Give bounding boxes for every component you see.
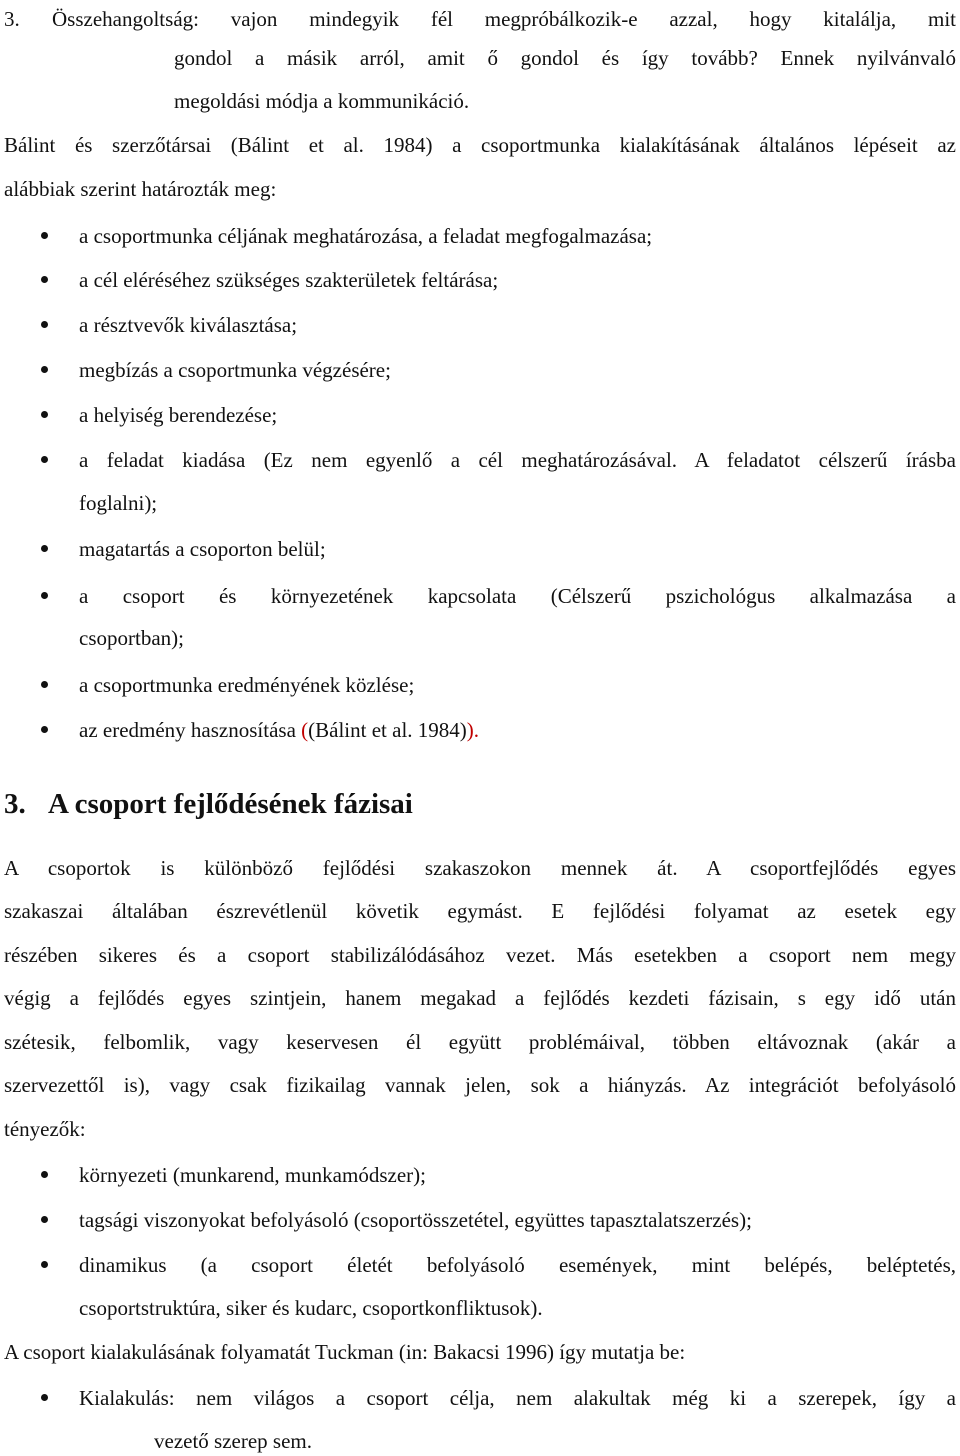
list-item: a csoportmunka céljának meghatározása, a feladat megfogalmazása; bbox=[79, 224, 653, 248]
bullet-icon bbox=[41, 545, 48, 552]
list-item: megbízás a csoportmunka végzésére; bbox=[79, 358, 391, 382]
intro-item-line-3: megoldási módja a kommunikáció. bbox=[174, 89, 470, 113]
list-item: a csoportmunka eredményének közlése; bbox=[79, 673, 415, 697]
section-heading bbox=[4, 784, 413, 824]
list-item: Kialakulás: nem világos a csoport célja, nem alakultak még ki a szerepek, így a bbox=[79, 1386, 956, 1410]
list-item-continuation: vezető szerep sem. bbox=[154, 1429, 313, 1453]
paragraph-2-line: A csoportok is különböző fejlődési szakaszokon mennek át. A csoportfejlődés egyes bbox=[4, 856, 956, 880]
list-item: dinamikus (a csoport életét befolyásoló események, mint belépés, beléptetés, bbox=[79, 1253, 956, 1277]
bullet-icon bbox=[41, 592, 48, 599]
section-title: A csoport fejlődésének fázisai bbox=[48, 788, 413, 820]
paragraph-2-line: tényezők: bbox=[4, 1117, 86, 1141]
bullet-icon bbox=[41, 456, 48, 463]
bullet-icon bbox=[41, 726, 48, 733]
bullet-icon bbox=[41, 1171, 48, 1178]
section-number: 3. bbox=[4, 788, 26, 820]
list-item: a helyiség berendezése; bbox=[79, 403, 278, 427]
intro-item-line-1: Összehangoltság: vajon mindegyik fél megpróbálkozik-e azzal, hogy kitalálja, mit bbox=[52, 7, 956, 31]
paragraph-1-line-1: Bálint és szerzőtársai (Bálint et al. 1984) a csoportmunka kialakításának általános lépéseit az bbox=[4, 133, 956, 157]
bullet-icon bbox=[41, 321, 48, 328]
intro-item-line-2: gondol a másik arról, amit ő gondol és így tovább? Ennek nyilvánvaló bbox=[174, 46, 956, 70]
list-item: a résztvevők kiválasztása; bbox=[79, 313, 298, 337]
bullet-icon bbox=[41, 1216, 48, 1223]
paragraph-2-line: végig a fejlődés egyes szintjein, hanem megakad a fejlődés kezdeti fázisain, s egy idő után bbox=[4, 986, 956, 1010]
list-item: környezeti (munkarend, munkamódszer); bbox=[79, 1163, 426, 1187]
bullet-icon bbox=[41, 1394, 48, 1401]
paragraph-2-line: részében sikeres és a csoport stabilizálódásához vezet. Más esetekben a csoport nem megy bbox=[4, 943, 956, 967]
list-item: magatartás a csoporton belül; bbox=[79, 537, 326, 561]
list-item: a feladat kiadása (Ez nem egyenlő a cél meghatározásával. A feladatot célszerű írásba bbox=[79, 448, 956, 472]
paragraph-2-line: szervezettől is), vagy csak fizikailag vannak jelen, sok a hiányzás. Az integrációt befolyásoló bbox=[4, 1073, 956, 1097]
paragraph-2-line: szétesik, felbomlik, vagy keservesen él együtt problémáival, többen eltávoznak (akár a bbox=[4, 1030, 956, 1054]
citation: (Bálint et al. 1984) bbox=[308, 718, 467, 742]
bullet-icon bbox=[41, 232, 48, 239]
list-item-continuation: csoportban); bbox=[79, 626, 184, 650]
bullet-icon bbox=[41, 366, 48, 373]
list-item-last-step: az eredmény hasznosítása ((Bálint et al. 1984)). bbox=[79, 718, 480, 742]
list-item: a csoport és környezetének kapcsolata (Célszerű pszichológus alkalmazása a bbox=[79, 584, 956, 608]
list-item-continuation: csoportstruktúra, siker és kudarc, csoportkonfliktusok). bbox=[79, 1296, 543, 1320]
list-item: tagsági viszonyokat befolyásoló (csoportösszetétel, együttes tapasztalatszerzés); bbox=[79, 1208, 752, 1232]
paragraph-2-line: szakaszai általában észrevétlenül követik egymást. E fejlődési folyamat az esetek egy bbox=[4, 899, 956, 923]
bullet-icon bbox=[41, 681, 48, 688]
paragraph-3: A csoport kialakulásának folyamatát Tuckman (in: Bakacsi 1996) így mutatja be: bbox=[4, 1340, 686, 1364]
bullet-icon bbox=[41, 276, 48, 283]
list-item: a cél eléréséhez szükséges szakterületek feltárása; bbox=[79, 268, 499, 292]
list-item-continuation: foglalni); bbox=[79, 491, 158, 515]
bullet-icon bbox=[41, 411, 48, 418]
bullet-icon bbox=[41, 1261, 48, 1268]
intro-item-number: 3. bbox=[4, 7, 20, 31]
paragraph-1-line-2: alábbiak szerint határozták meg: bbox=[4, 177, 277, 201]
